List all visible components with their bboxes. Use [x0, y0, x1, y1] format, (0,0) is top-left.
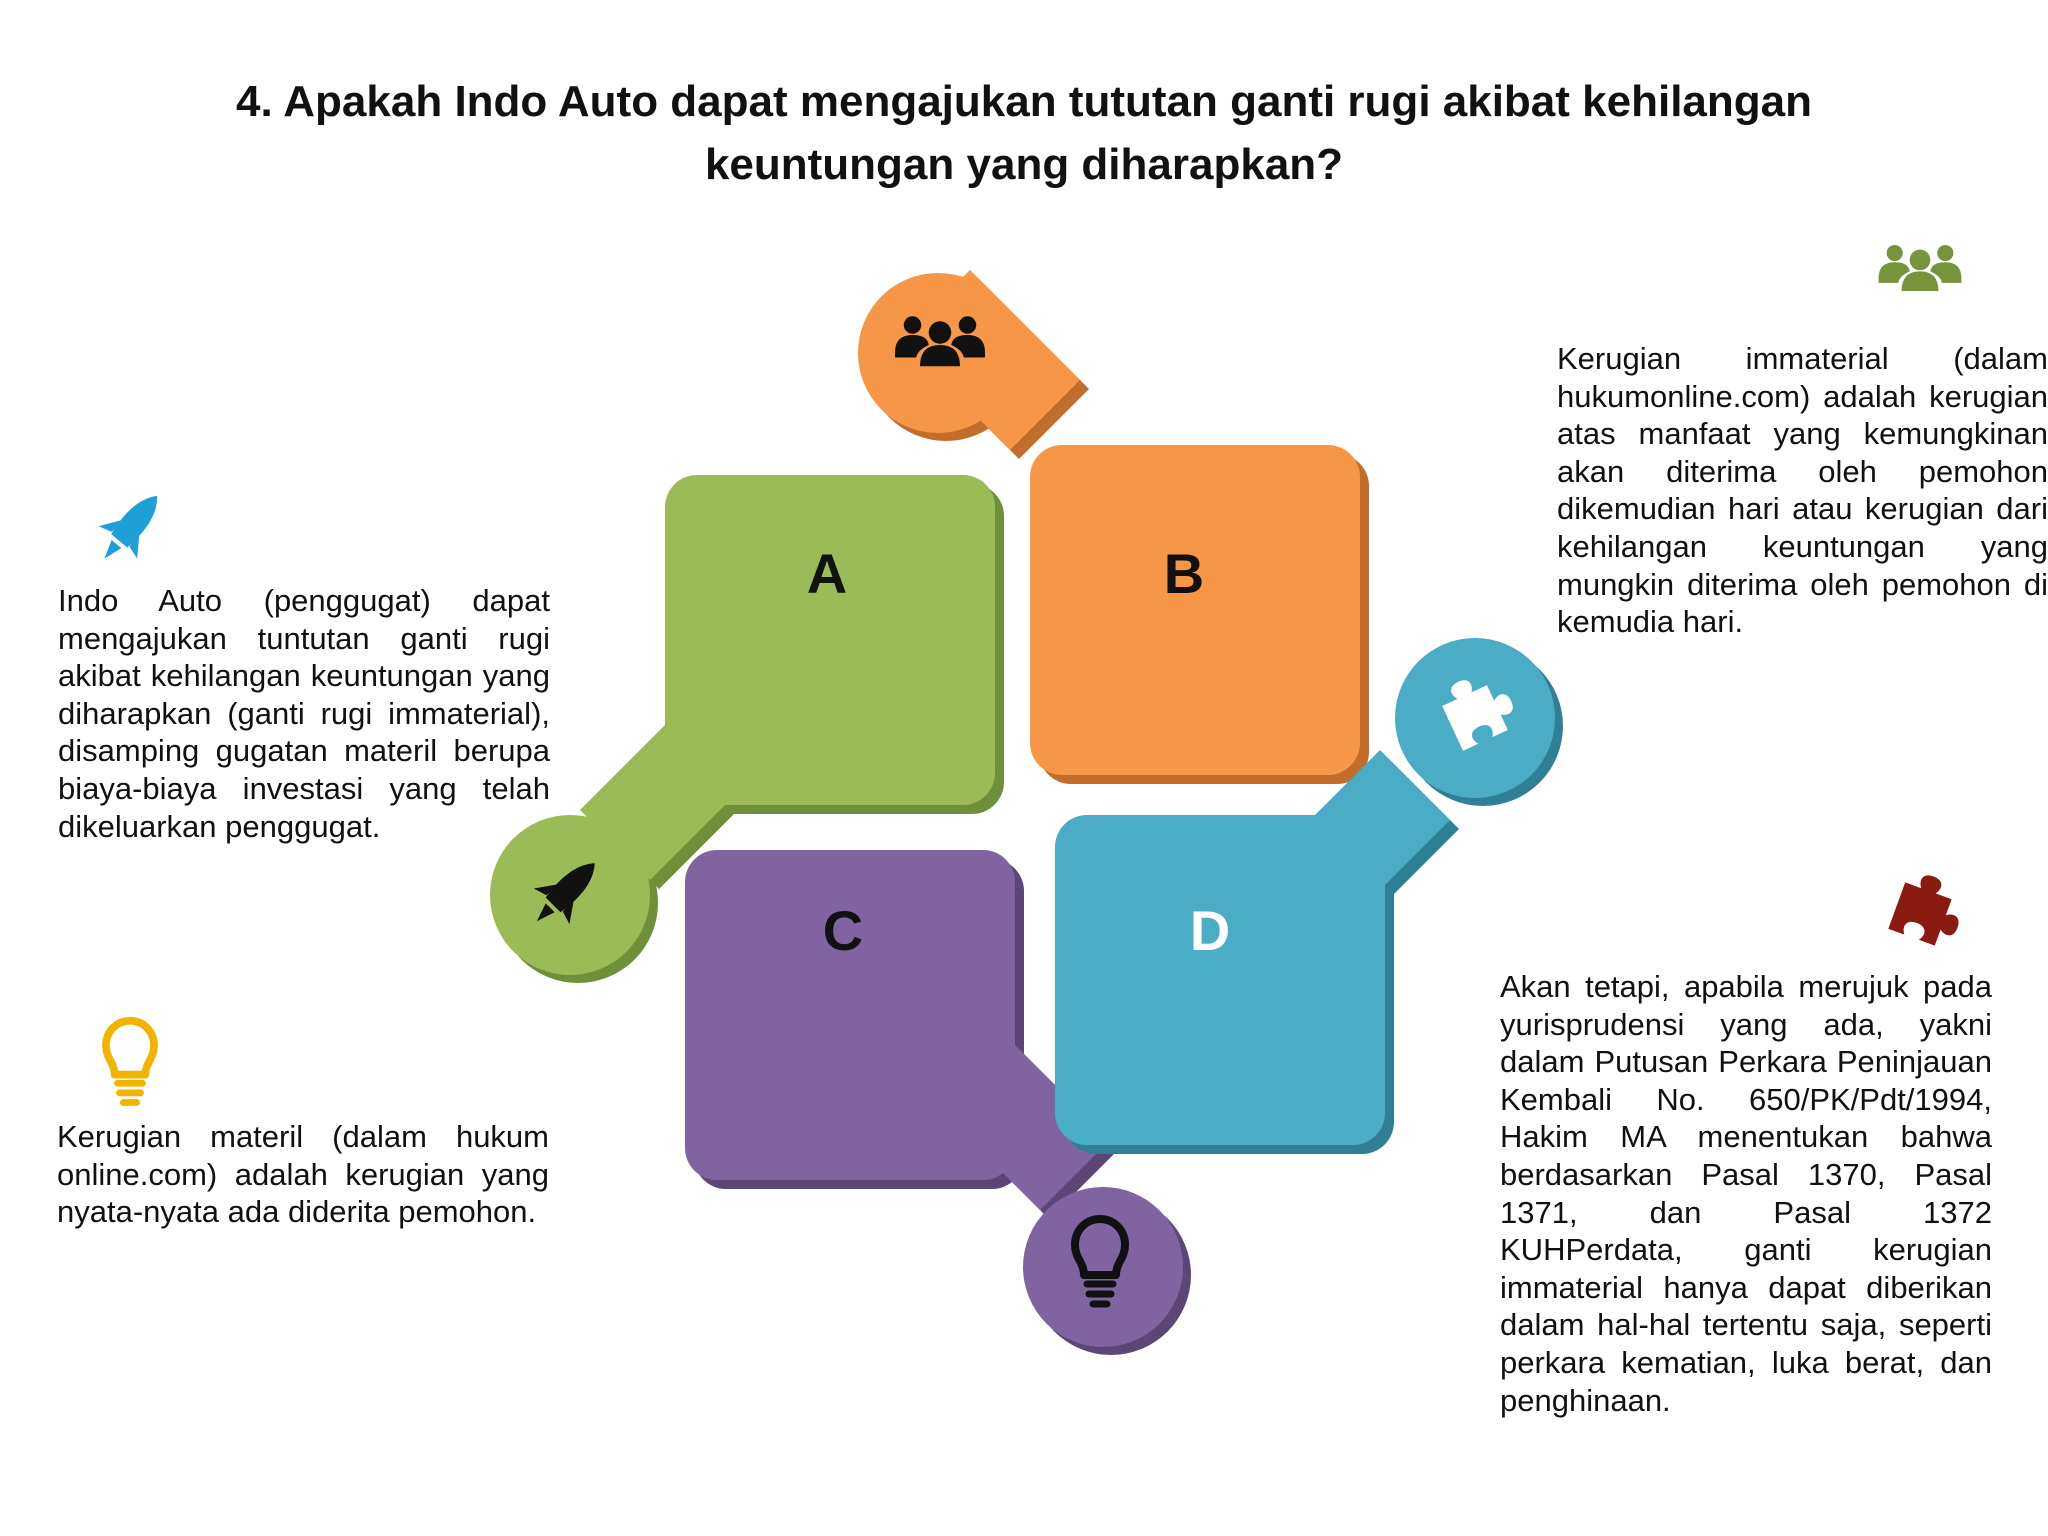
- quadrant-b-block: [1030, 445, 1360, 775]
- quadrant-b-letter: B: [1163, 542, 1205, 605]
- slide-title-line-2: keuntungan yang diharapkan?: [704, 140, 1344, 189]
- quadrant-c-node: [1023, 1187, 1183, 1347]
- quadrant-d-letter: D: [1189, 899, 1231, 962]
- rocket-icon: [82, 480, 178, 576]
- text-c-description: Kerugian materil (dalam hukum online.com) adalah kerugian yang nyata-nyata ada diderita pemohon.: [57, 1119, 549, 1230]
- lightbulb-icon: [90, 1015, 170, 1115]
- people-icon: [1872, 234, 1968, 306]
- lightbulb-shape: [106, 1021, 154, 1106]
- text-d-description: Akan tetapi, apabila merujuk pada yurisprudensi yang ada, yakni dalam Putusan Perkara Peninjauan Kembali No. 650/PK/Pdt/1994, Hakim MA menentukan bahwa berdasarkan Pasal 1370, Pasal 1371, dan Pasal 1372 KUHPerdata, ganti kerugian immaterial hanya dapat diberikan dalam hal-hal tertentu saja, seperti perkara kematian, luka berat, dan penghinaan.: [1500, 969, 1992, 1418]
- people-shape: [1879, 245, 1962, 291]
- rocket-shape: [85, 480, 176, 575]
- slide-title-line-1: 4. Apakah Indo Auto dapat mengajukan tututan ganti rugi akibat kehilangan: [235, 77, 1812, 126]
- puzzle-icon: [1872, 866, 1968, 962]
- text-b-description: Kerugian immaterial (dalam hukumonline.com) adalah kerugian atas manfaat yang kemungkinan akan diterima oleh pemohon dikemudian hari atau kerugian dari kehilangan keuntungan yang mungkin diterima oleh pemohon di kemudia hari.: [1557, 341, 2048, 640]
- puzzle-shape: [1888, 868, 1968, 951]
- text-a-description: Indo Auto (penggugat) dapat mengajukan tuntutan ganti rugi akibat kehilangan keuntungan yang diharapkan (ganti rugi immaterial), disamping gugatan materil berupa biaya-biaya investasi yang telah dikeluarkan penggugat.: [58, 583, 550, 844]
- quadrant-c-letter: C: [822, 899, 864, 962]
- quadrant-a-letter: A: [806, 542, 848, 605]
